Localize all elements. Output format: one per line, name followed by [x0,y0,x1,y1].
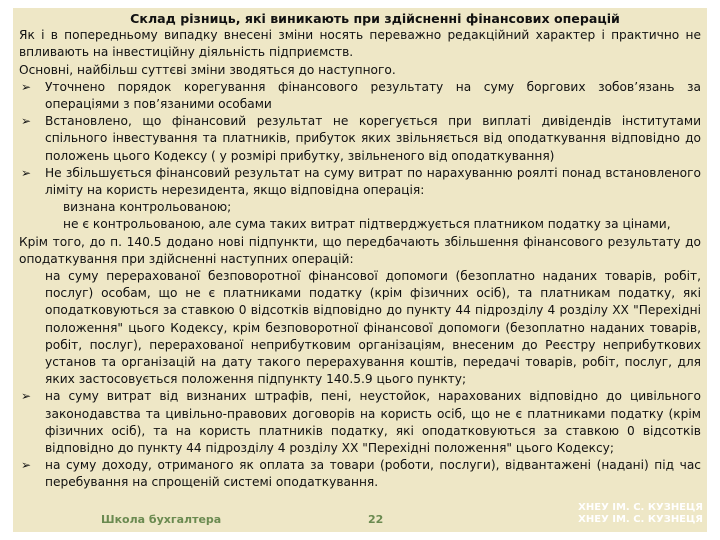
slide-content [19,10,701,492]
bullet-item [19,165,701,199]
footer-university [523,502,703,526]
main-changes-paragraph: Основні, найбільш суттєві зміни зводяться до наступного. [19,62,396,77]
bullet-item [19,113,701,165]
arrow-bullet-icon: ➢ [21,79,32,94]
arrow-bullet-icon: ➢ [21,165,32,180]
also-paragraph: Крім того, до п. 140.5 додано нові підпункти, що передбачають збільшення фінансового результату до оподаткування при здійсненні наступних операцій: [19,234,701,266]
plain-item [19,268,701,388]
bullet-item [19,457,701,491]
plain-item-text: на суму перерахованої безповоротної фінансової допомоги (безоплатно наданих товарів, робіт, послуг) особам, що не є платниками податку (крім фізичних осіб), та платникам податку, які оподатковуються за ставкою 0 відсотків відповідно до пункту 44 підрозділу 4 розділу XX "Перехідні положення" цього Кодексу, крім безповоротної фінансової допомоги (безоплатно наданих товарів, робіт, послуг), перерахованої неприбутковим організаціям, внесеним до Реєстру неприбуткових установ та організацій на дату такого перерахування коштів, передачі товарів, робіт, послуг, для яких застосовується положення підпункту 140.5.9 цього пункту; [45,269,701,387]
arrow-bullet-icon: ➢ [21,389,32,404]
bullet-text: Не збільшується фінансовий результат на суму витрат по нарахуванню роялті понад встановленого ліміту на користь нерезидента, якщо відповідна операція: [45,165,701,198]
arrow-bullet-icon: ➢ [21,458,32,473]
bullet-item [19,79,701,113]
footer-university-line: ХНЕУ ІМ. С. КУЗНЕЦЯ [578,502,703,513]
slide-title: Склад різниць, які виникають при здійсненні фінансових операцій [130,11,620,26]
bullet-text: на суму доходу, отриманого як оплата за товари (роботи, послуги), відвантажені (надані) під час перебування на спрощеній системі оподаткування. [45,458,701,490]
bullet-text: на суму витрат від визнаних штрафів, пені, неустойок, нарахованих відповідно до цивільного законодавства та цивільно-правових договорів на користь осіб, що не є платниками податку (крім фізичних осіб), та на користь платників податку, які оподатковуються за ставкою 0 відсотків відповідно до пункту 44 підрозділу 4 розділу XX "Перехідні положення" цього Кодексу; [45,389,701,456]
slide [13,8,707,532]
sub-item: визнана контрольованою; [63,200,232,215]
page-number: 22 [368,513,384,526]
footer-left-label: Школа бухгалтера [101,513,222,526]
bullet-text: Уточнено порядок корегування фінансового результату на суму боргових зобов’язань за операціями з пов’язаними особами [45,79,701,112]
footer-university-line: ХНЕУ ІМ. С. КУЗНЕЦЯ [578,514,703,525]
intro-paragraph: Як і в попередньому випадку внесені зміни носять переважно редакційний характер і практично не впливають на інвестиційну діяльність підприємств. [19,28,701,60]
arrow-bullet-icon: ➢ [21,114,32,129]
sub-item: не є контрольованою, але сума таких витрат підтверджується платником податку за цінами, [63,217,671,232]
bullet-item [19,388,701,457]
bullet-text: Встановлено, що фінансовий результат не корегується при виплаті дивідендів інститутами спільного інвестування та платників, прибуток яких звільняється від оподаткування відповідно до положень цього Кодексу ( у розмірі прибутку, звільненого від оподаткування) [45,114,701,163]
